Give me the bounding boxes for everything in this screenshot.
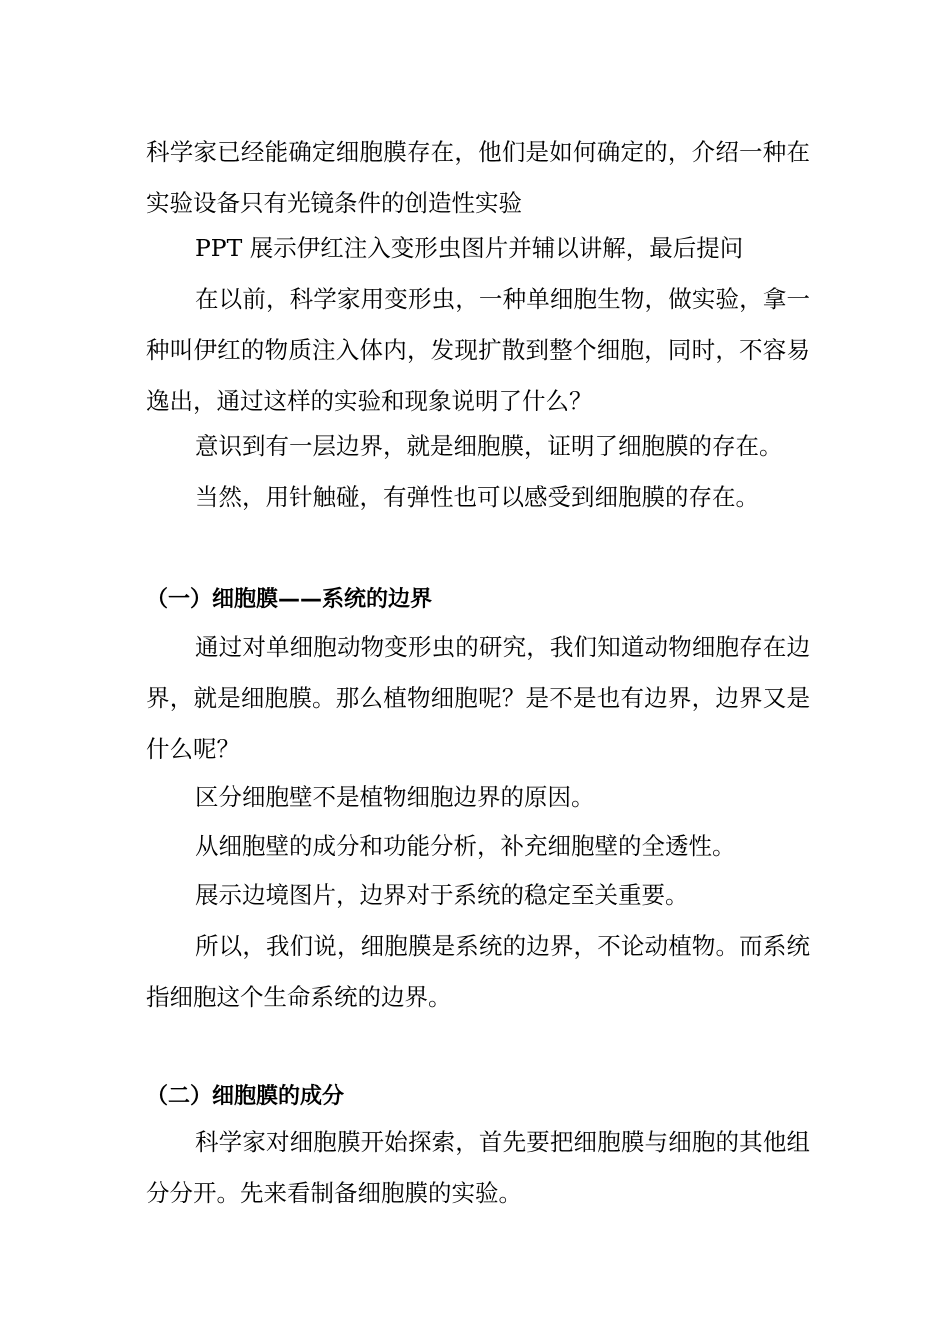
paragraph-ppt-note: PPT 展示伊红注入变形虫图片并辅以讲解，最后提问	[195, 234, 744, 262]
paragraph-border-picture: 展示边境图片，边界对于系统的稳定至关重要。	[195, 881, 689, 909]
paragraph-intro-question: 科学家已经能确定细胞膜存在，他们是如何确定的，介绍一种在实验设备只有光镜条件的创造性实验	[146, 138, 810, 217]
paragraph-plant-cell-boundary: 通过对单细胞动物变形虫的研究，我们知道动物细胞存在边界，就是细胞膜。那么植物细胞呢？是不是也有边界，边界又是什么呢？	[146, 633, 810, 763]
paragraph-needle-elasticity: 当然，用针触碰，有弹性也可以感受到细胞膜的存在。	[195, 483, 759, 511]
paragraph-boundary-conclusion: 意识到有一层边界，就是细胞膜，证明了细胞膜的存在。	[195, 432, 783, 460]
paragraph-amoeba-experiment: 在以前，科学家用变形虫，一种单细胞生物，做实验，拿一种叫伊红的物质注入体内，发现扩散到整个细胞，同时，不容易逸出，通过这样的实验和现象说明了什么？	[146, 285, 810, 415]
paragraph-cell-wall-analysis: 从细胞壁的成分和功能分析，补充细胞壁的全透性。	[195, 832, 736, 860]
section-heading-membrane-components: （二）细胞膜的成分	[146, 1084, 345, 1109]
paragraph-cell-wall-reason: 区分细胞壁不是植物细胞边界的原因。	[195, 783, 595, 811]
paragraph-membrane-boundary-summary: 所以，我们说，细胞膜是系统的边界，不论动植物。而系统指细胞这个生命系统的边界。	[146, 932, 810, 1011]
section-heading-system-boundary: （一）细胞膜——系统的边界	[146, 587, 433, 612]
paragraph-membrane-preparation: 科学家对细胞膜开始探索，首先要把细胞膜与细胞的其他组分分开。先来看制备细胞膜的实验。	[146, 1128, 810, 1207]
